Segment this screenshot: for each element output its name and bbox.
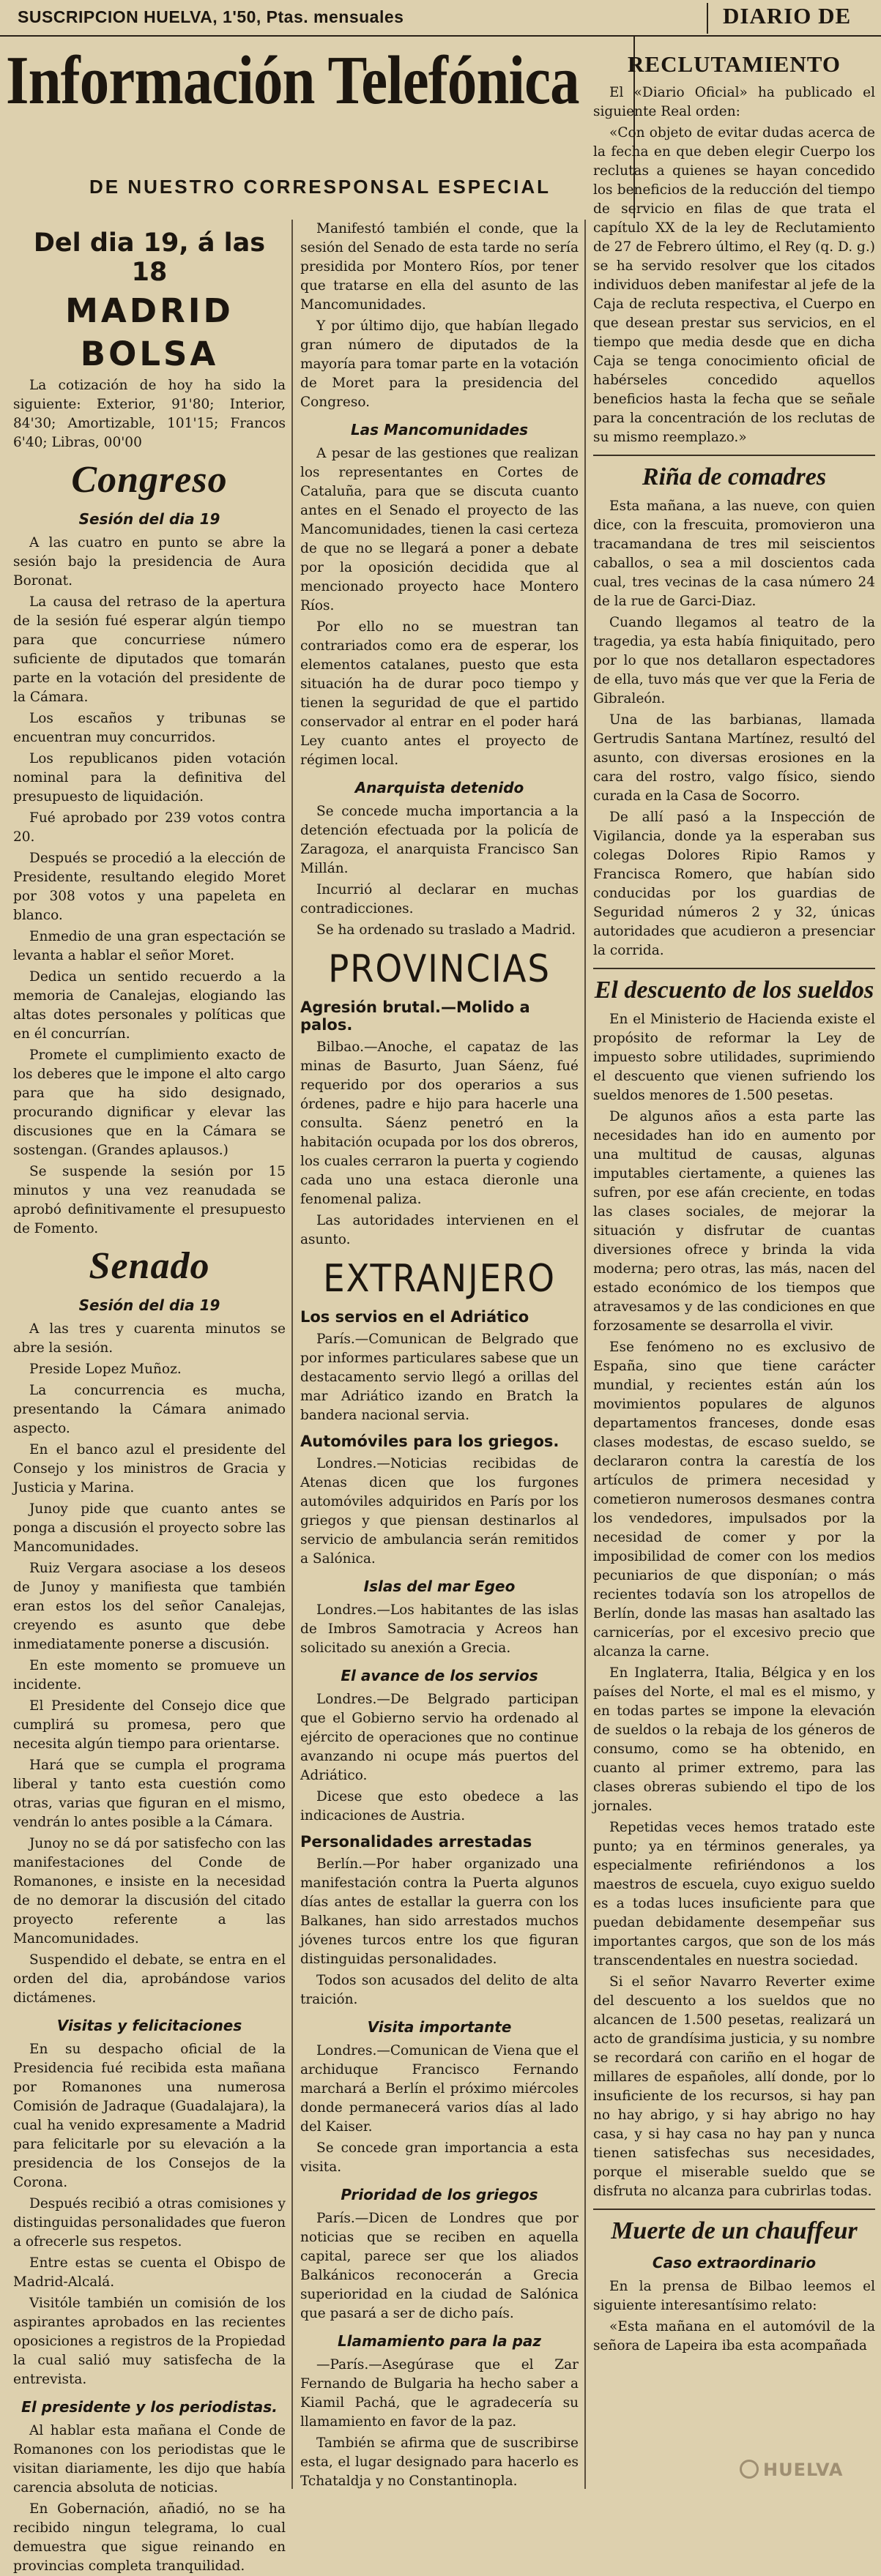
city-heading: MADRID bbox=[65, 291, 234, 330]
paragraph: Manifestó también el conde, que la sesión del Senado de esta tarde no sería presidida por Montero Ríos, por tener que tratarse en ella del asunto de las Mancomunidades. bbox=[300, 221, 579, 313]
bolsa-text: La cotización de hoy ha sido la siguiente: Exterior, 91'80; Interior, 84'30; Amortizable, 101'15; Francos 6'40; Libras, 00'00 bbox=[13, 378, 286, 450]
paragraph: París.—Comunican de Belgrado que por informes particulares sabese que un destacamento servio llegó a orillas del mar Adriático izando en Bratch la bandera nacional servia. bbox=[300, 1332, 579, 1423]
paragraph: Al hablar esta mañana el Conde de Romanones con los periodistas que le visitan diariamente, les dijo que había carencia absoluta de noticias. bbox=[13, 2423, 286, 2495]
dateline: Del dia 19, á las 18 bbox=[33, 228, 266, 287]
paragraph: Y por último dijo, que habían llegado gran número de diputados de la mayoría para tomar parte en la votación de Moret para la presidencia del Congreso. bbox=[300, 318, 579, 410]
paragraph: Londres.—De Belgrado participan que el Gobierno servio ha ordenado al ejército de operaciones que no continue avanzando ni ocupe más puertos del Adriático. bbox=[300, 1692, 579, 1783]
section-rule bbox=[593, 2209, 875, 2210]
section-rule bbox=[593, 968, 875, 969]
paragraph: Visitóle también un comisión de los aspirantes aprobados en las recientes oposiciones a registros de la Propiedad la cual salió muy satisfecha de la entrevista. bbox=[13, 2296, 286, 2387]
senado-heading: Senado bbox=[89, 1245, 210, 1287]
sesion-congreso: Sesión del dia 19 bbox=[78, 510, 220, 528]
paragraph: Preside Lopez Muñoz. bbox=[29, 1362, 182, 1377]
islas-heading: Islas del mar Egeo bbox=[363, 1578, 516, 1595]
automoviles-heading: Automóviles para los griegos. bbox=[300, 1433, 560, 1450]
visita-heading: Visita importante bbox=[367, 2018, 512, 2036]
subscription-line: SUSCRIPCION HUELVA, 1'50, Ptas. mensuales bbox=[18, 7, 404, 26]
paragraph: Junoy no se dá por satisfecho con las manifestaciones del Conde de Romanones, e insiste en la necesidad de no demorar la discusión del citado proyecto referente a las Mancomunidades. bbox=[13, 1836, 286, 1946]
paragraph: A pesar de las gestiones que realizan los representantes en Cortes de Cataluña, para que se discuta cuanto antes en el Senado el proyecto de las Mancomunidades, tienen la casi certeza de que no se llegará a poner a debate por la oposición decidida que al mencionado proyecto hace Montero Ríos. bbox=[300, 446, 579, 613]
paragraph: Repetidas veces hemos tratado este punto; ya en términos generales, ya especialmente refiriéndonos a los maestros de escuela, cuyo exiguo sueldo es a todas luces insuficiente para que puedan debidamente desempeñar sus importantes cargos, que son de los más transcendentales en nuestra sociedad. bbox=[593, 1820, 875, 1968]
column-divider-2 bbox=[584, 220, 586, 2489]
paragraph: En el banco azul el presidente del Consejo y los ministros de Gracia y Justicia y Marina. bbox=[13, 1442, 286, 1496]
paragraph: A las tres y cuarenta minutos se abre la sesión. bbox=[13, 1321, 286, 1356]
paragraph: Ruiz Vergara asociase a los deseos de Junoy y manifiesta que también eran estos los del señor Canalejas, creyendo es asunto que debe inmediatamente ponerse a discusión. bbox=[13, 1561, 286, 1652]
paragraph: En su despacho oficial de la Presidencia fué recibida esta mañana por Romanones una numerosa Comisión de Jadraque (Guadalajara), la cual ha venido expresamente a Madrid para felicitarle por su elevación a la presidencia de los Consejos de la Corona. bbox=[13, 2042, 286, 2190]
chauffeur-heading: Muerte de un chauffeur bbox=[611, 2217, 858, 2244]
mancomunidades-heading: Las Mancomunidades bbox=[350, 421, 529, 438]
arrestadas-heading: Personalidades arrestadas bbox=[300, 1833, 532, 1851]
prioridad-heading: Prioridad de los griegos bbox=[341, 2186, 538, 2203]
paragraph: Entre estas se cuenta el Obispo de Madrid-Alcalá. bbox=[13, 2255, 286, 2290]
paragraph: Londres.—Los habitantes de las islas de Imbros Samotracia y Acreos han solicitado su anexión a Grecia. bbox=[300, 1602, 579, 1656]
paragraph: «Con objeto de evitar dudas acerca de la fecha en que deben elegir Cuerpo los reclutas a quienes se hayan concedido los beneficios de la reducción del tiempo de servicio en filas de que trata el capítulo XX de la ley de Reclutamiento de 27 de Febrero último, el Rey (q. D. g.) se ha servido resolver que los citados individuos deben manifestar al jefe de la Caja de recluta respectiva, el Cuerpo en que desean prestar sus servicios, en el tiempo que media desde que en dicha Caja se tenga conocimiento oficial de habérseles concedido aquellos beneficios hasta la fecha que se señale para la concentración de los reclutas de su mismo reemplazo.» bbox=[593, 125, 875, 445]
bolsa-heading: BOLSA bbox=[80, 335, 219, 373]
sesion-senado: Sesión del dia 19 bbox=[78, 1296, 220, 1314]
column-2 bbox=[300, 220, 579, 2489]
paragraph: Se suspende la sesión por 15 minutos y una vez reanudada se aprobó definitivamente el presupuesto de Fomento. bbox=[13, 1164, 286, 1236]
paragraph: De allí pasó a la Inspección de Vigilancia, donde ya la esperaban sus colegas Dolores Ripio Ramos y Francisca Romero, que habían sido conducidas por los guardias de Seguridad números 2 y 32, únicas autoridades que acudieron a presenciar la corrida. bbox=[593, 810, 875, 958]
masthead-title: Información Telefónica bbox=[6, 42, 579, 119]
extranjero-heading: EXTRANJERO bbox=[323, 1257, 556, 1301]
paragraph: También se afirma que de suscribirse esta, el lugar designado para hacerlo es Tchataldja y no Constantinopla. bbox=[300, 2435, 579, 2489]
paragraph: Londres.—Noticias recibidas de Atenas dicen que los furgones automóviles adquiridos en París por los griegos y que piensan destinarlos al servicio de ambulancia serán remitidos a Salónica. bbox=[300, 1456, 579, 1567]
provincias-heading: PROVINCIAS bbox=[328, 947, 551, 991]
reclutamiento-heading: RECLUTAMIENTO bbox=[628, 51, 841, 77]
paragraph: En Gobernación, añadió, no se ha recibido ningun telegrama, lo cual demuestra que sigue reinando en provincias completa tranquilidad. bbox=[13, 2501, 286, 2574]
column-divider-1 bbox=[291, 220, 293, 2489]
paragraph: París.—Dicen de Londres que por noticias que se reciben en aquella capital, parece ser que los aliados Balkánicos reconocerán a Grecia superioridad en la ciudad de Salónica que pasará a ser de dicho país. bbox=[300, 2211, 579, 2321]
paragraph: Después se procedió a la elección de Presidente, resultando elegido Moret por 308 votos y una papeleta en blanco. bbox=[13, 851, 286, 923]
paragraph: «Esta mañana en el automóvil de la señora de Lapeira iba esta acompañada bbox=[593, 2319, 875, 2353]
paragraph: Incurrió al declarar en muchas contradicciones. bbox=[300, 882, 579, 916]
rina-heading: Riña de comadres bbox=[642, 463, 827, 490]
top-bar bbox=[0, 0, 881, 37]
paragraph: Dedica un sentido recuerdo a la memoria de Canalejas, elogiando las altas dotes personales y políticas que en él concurrían. bbox=[13, 969, 286, 1042]
paragraph: Junoy pide que cuanto antes se ponga a discusión el proyecto sobre las Mancomunidades. bbox=[13, 1501, 286, 1555]
section-rule bbox=[593, 455, 875, 456]
descuento-heading: El descuento de los sueldos bbox=[594, 977, 874, 1004]
paragraph: Las autoridades intervienen en el asunto. bbox=[300, 1213, 579, 1247]
paragraph: Esta mañana, a las nueve, con quien dice, con la frescuita, promovieron una tracamandana de tres mil seiscientos caballos, o sea a mil doscientos cada cual, tres vecinas de la casa número 24 de la rue de Garci-Diaz. bbox=[593, 499, 875, 609]
paragraph: Bilbao.—Anoche, el capataz de las minas de Basurto, Juan Sáenz, fué requerido por dos operarios a sus órdenes, padre e hijo para hacerle una consulta. Sáenz penetró en la habitación ocupada por los dos obreros, los cuales cerraron la puerta y cogiendo cada uno una estaca dieronle una fenomenal paliza. bbox=[300, 1039, 579, 1207]
paragraph: A las cuatro en punto se abre la sesión bajo la presidencia de Aura Boronat. bbox=[13, 535, 286, 589]
paragraph: De algunos años a esta parte las necesidades han ido en aumento por una multitud de causas, algunas imputables ciertamente, a quienes las sufren, por ese afán creciente, en todas las clases sociales, de mejorar la situación y disfrutar de cuantas diversiones ofrece y brinda la vida moderna; pero otras, las más, nacen del estado económico de los tiempos que atravesamos y de las condiciones en que forzosamente se desarrolla el vivir. bbox=[593, 1109, 875, 1334]
paragraph: Los republicanos piden votación nominal para la definitiva del presupuesto de liquidación. bbox=[13, 751, 286, 804]
column-1 bbox=[13, 220, 286, 2574]
anarquista-heading: Anarquista detenido bbox=[354, 779, 524, 796]
paragraph: —París.—Asegúrase que el Zar Fernando de Bulgaria ha hecho saber a Kiamil Pachá, que le agradecería su llamamiento en favor de la paz. bbox=[300, 2357, 579, 2430]
paz-heading: Llamamiento para la paz bbox=[337, 2332, 542, 2350]
paragraph: Se concede mucha importancia a la detención efectuada por la policía de Zaragoza, el anarquista Francisco San Millán. bbox=[300, 804, 579, 876]
paragraph: La causa del retraso de la apertura de la sesión fué esperar algún tiempo para que concurriese número suficiente de diputados que tomarán parte en la votación del presidente de la Cámara. bbox=[13, 594, 286, 705]
paragraph: Todos son acusados del delito de alta traición. bbox=[300, 1973, 579, 2007]
caso-heading: Caso extraordinario bbox=[652, 2254, 817, 2271]
agresion-heading: Agresión brutal.—Molido a palos. bbox=[300, 998, 530, 1034]
paragraph: Hará que se cumpla el programa liberal y tanto esta cuestión como otras, varias que figuran en el mismo, vendrán lo antes posible a la Cámara. bbox=[13, 1758, 286, 1830]
congreso-heading: Congreso bbox=[71, 459, 228, 501]
paper-name: DIARIO DE bbox=[707, 3, 881, 34]
visitas-heading: Visitas y felicitaciones bbox=[56, 2017, 242, 2034]
periodistas-heading: El presidente y los periodistas. bbox=[21, 2398, 278, 2416]
paragraph: La concurrencia es mucha, presentando la Cámara animado aspecto. bbox=[13, 1383, 286, 1436]
paragraph: Promete el cumplimiento exacto de los deberes que le impone el alto cargo para que ha sido designado, procurando dignificar y elevar las discusiones que en la Cámara se sostengan. (Grandes aplausos.) bbox=[13, 1048, 286, 1158]
paragraph: Si el señor Navarro Reverter exime del descuento a los sueldos que no alcancen de 1.500 pesetas, realizará un acto de grandísima justicia, y su nombre se recordará con cariño en el hogar de millares de españoles, allí donde, por lo insuficiente de los recursos, si hay pan no hay abrigo, y si hay abrigo no hay casa, y si hay casa no hay pan y nunca tienen satisfechas sus necesidades, porque el miserable sueldo que se disfruta no alcanza para cubrirlas todas. bbox=[593, 1974, 875, 2199]
paragraph: En este momento se promueve un incidente. bbox=[13, 1658, 286, 1692]
paragraph: Fué aprobado por 239 votos contra 20. bbox=[13, 810, 286, 845]
paragraph: Una de las barbianas, llamada Gertrudis Santana Martínez, resultó del asunto, con diversas erosiones en la cara del rostro, valgo físico, siendo curada en la Casa de Socorro. bbox=[593, 712, 875, 804]
masthead-subtitle: DE NUESTRO CORRESPONSAL ESPECIAL bbox=[89, 176, 551, 198]
paragraph: Suspendido el debate, se entra en el orden del dia, aprobándose varios dictámenes. bbox=[13, 1952, 286, 2006]
paragraph: Después recibió a otras comisiones y distinguidas personalidades que fueron a ofrecerle sus respetos. bbox=[13, 2196, 286, 2250]
paragraph: En el Ministerio de Hacienda existe el propósito de reformar la Ley de impuesto sobre utilidades, suprimiendo el descuento que vienen sufriendo los sueldos menores de 1.500 pesetas. bbox=[593, 1012, 875, 1103]
watermark-icon bbox=[740, 2460, 759, 2479]
paragraph: Dicese que esto obedece a las indicaciones de Austria. bbox=[300, 1789, 579, 1823]
paragraph: Berlín.—Por haber organizado una manifestación contra la Puerta algunos días antes de estallar la guerra con los Balkanes, han sido arrestados muchos jóvenes turcos entre los que figuran distinguidas personalidades. bbox=[300, 1856, 579, 1967]
paragraph: Londres.—Comunican de Viena que el archiduque Francisco Fernando marchará a Berlín el próximo miércoles donde permanecerá varios días al lado del Kaiser. bbox=[300, 2043, 579, 2135]
archive-watermark bbox=[740, 2460, 843, 2480]
paragraph: Enmedio de una gran espectación se levanta a hablar el señor Moret. bbox=[13, 929, 286, 963]
adriatico-heading: Los servios en el Adriático bbox=[300, 1308, 529, 1326]
paragraph: Por ello no se muestran tan contrariados como era de esperar, los elementos catalanes, puesto que esta situación ha de durar poco tiempo y tienen la seguridad de que el partido conservador al entrar en el poder hará Ley cuanto antes el proyecto de régimen local. bbox=[300, 619, 579, 768]
paragraph: El «Diario Oficial» ha publicado el siguiente Real orden: bbox=[593, 85, 875, 119]
column-3 bbox=[593, 44, 875, 2489]
paragraph: Los escaños y tribunas se encuentran muy concurridos. bbox=[13, 711, 286, 745]
paragraph: En la prensa de Bilbao leemos el siguiente interesantísimo relato: bbox=[593, 2279, 875, 2313]
paragraph: En Inglaterra, Italia, Bélgica y en los países del Norte, el mal es el mismo, y en todas partes se impone la elevación de sueldos o la rebaja de los géneros de consumo, como se ha obtenido, en cuanto al primer extremo, para las clases obreras subiendo el tipo de los jornales. bbox=[593, 1665, 875, 1814]
paragraph: Se concede gran importancia a esta visita. bbox=[300, 2140, 579, 2175]
paragraph: Ese fenómeno no es exclusivo de España, sino que tiene carácter mundial, y recientes están aún los movimientos populares de algunos departamentos franceses, donde esas clases modestas, de escaso sueldo, se declararon contra la carestía de los artículos de primera necesidad y cometieron numerosos desmanes contra los vendedores, impulsados por la necesidad de comer y por la imposibilidad de comer con los medios pecuniarios de que disponían; o más recientes todavía son los atropellos de Berlín, donde las masas han asaltado las carnicerías, por el excesivo precio que alcanza la carne. bbox=[593, 1340, 875, 1660]
paragraph: El Presidente del Consejo dice que cumplirá su promesa, pero que necesita algún tiempo para orientarse. bbox=[13, 1698, 286, 1752]
paragraph: Se ha ordenado su traslado a Madrid. bbox=[316, 922, 576, 938]
avance-heading: El avance de los servios bbox=[341, 1667, 538, 1684]
paragraph: Cuando llegamos al teatro de la tragedia, ya esta había finiquitado, pero por lo que nos detallaron espectadores de ella, tuvo más que ver que la Feria de Gibraleón. bbox=[593, 615, 875, 706]
watermark-text: HUELVA bbox=[763, 2460, 844, 2480]
